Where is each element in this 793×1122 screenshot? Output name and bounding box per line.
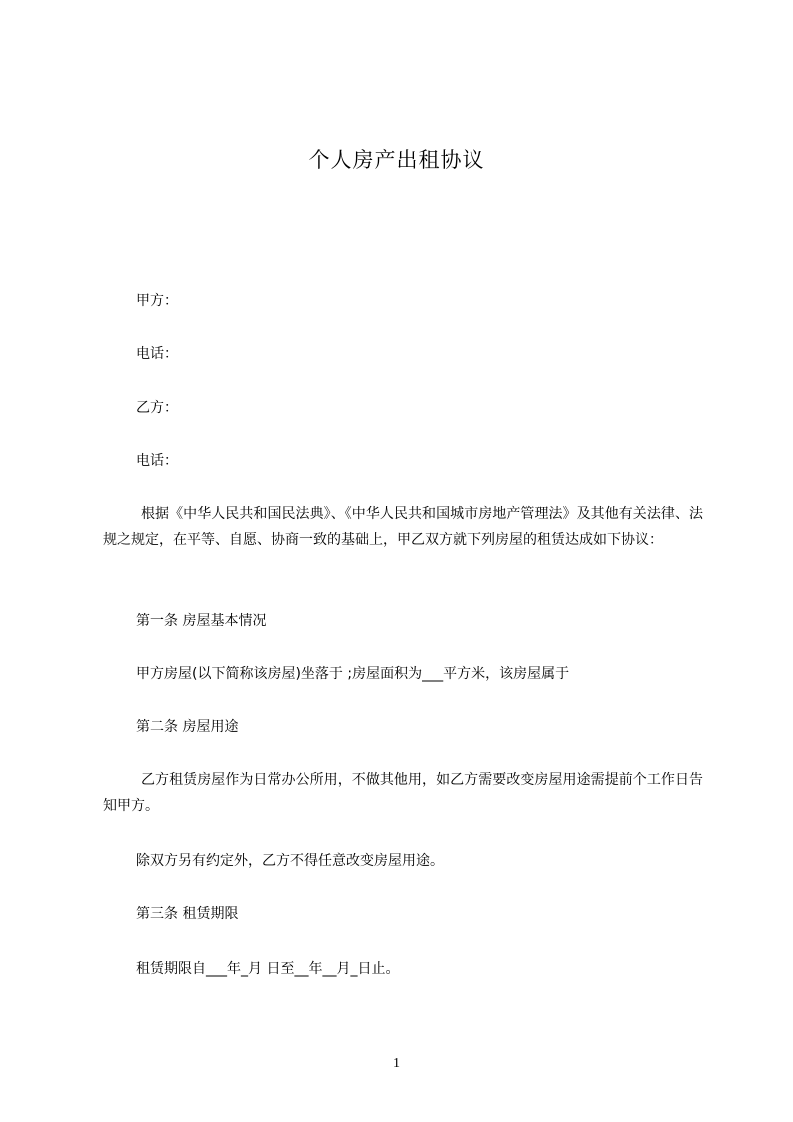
article-2-heading: 第二条 房屋用途 (136, 719, 239, 735)
preamble-paragraph: 根据《中华人民共和国民法典》、《中华人民共和国城市房地产管理法》及其他有关法律、法规之规定，在平等、自愿、协商一致的基础上，甲乙双方就下列房屋的租赁达成如下协议： (103, 506, 703, 548)
party-b-phone-label: 电话： (136, 453, 178, 469)
party-a-phone-label: 电话： (136, 346, 178, 362)
article-2-text: 乙方租赁房屋作为日常办公所用，不做其他用，如乙方需要改变房屋用途需提前个工作日告知甲方。 (103, 772, 703, 814)
article-3-text: 租赁期限自___年_月 日至__年__月_日止。 (136, 961, 400, 977)
article-2-text-2: 除双方另有约定外，乙方不得任意改变房屋用途。 (136, 853, 444, 869)
article-1-text: 甲方房屋(以下简称该房屋)坐落于 ;房屋面积为___平方米，该房屋属于 (136, 666, 570, 682)
article-3-heading: 第三条 租赁期限 (136, 906, 239, 922)
page-number: 1 (393, 1056, 400, 1071)
article-1-heading: 第一条 房屋基本情况 (136, 613, 267, 629)
document-title: 个人房产出租协议 (308, 148, 485, 172)
party-b-label: 乙方： (136, 400, 178, 416)
party-a-label: 甲方： (136, 293, 178, 309)
